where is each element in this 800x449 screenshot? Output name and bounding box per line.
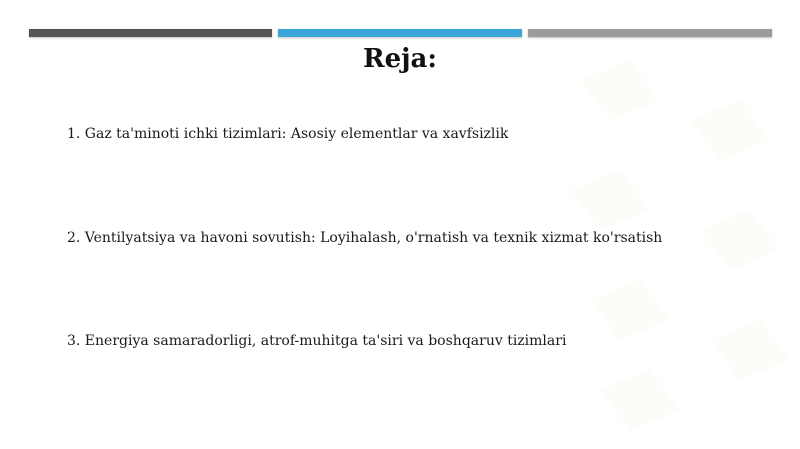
slide-title: Reja:: [362, 44, 437, 74]
accent-bar-blue: [278, 29, 522, 37]
agenda-item: 2. Ventilyatsiya va havoni sovutish: Loyihalash, o'rnatish va texnik xizmat ko'rsatish: [67, 230, 663, 246]
accent-bar-gray: [528, 29, 772, 37]
background-pattern: [540, 60, 800, 449]
agenda-item: 1. Gaz ta'minoti ichki tizimlari: Asosiy elementlar va xavfsizlik: [67, 126, 509, 142]
header-accent-bars: [29, 29, 772, 38]
agenda-item: 3. Energiya samaradorligi, atrof-muhitga ta'siri va boshqaruv tizimlari: [67, 333, 567, 349]
accent-bar-dark: [29, 29, 272, 37]
